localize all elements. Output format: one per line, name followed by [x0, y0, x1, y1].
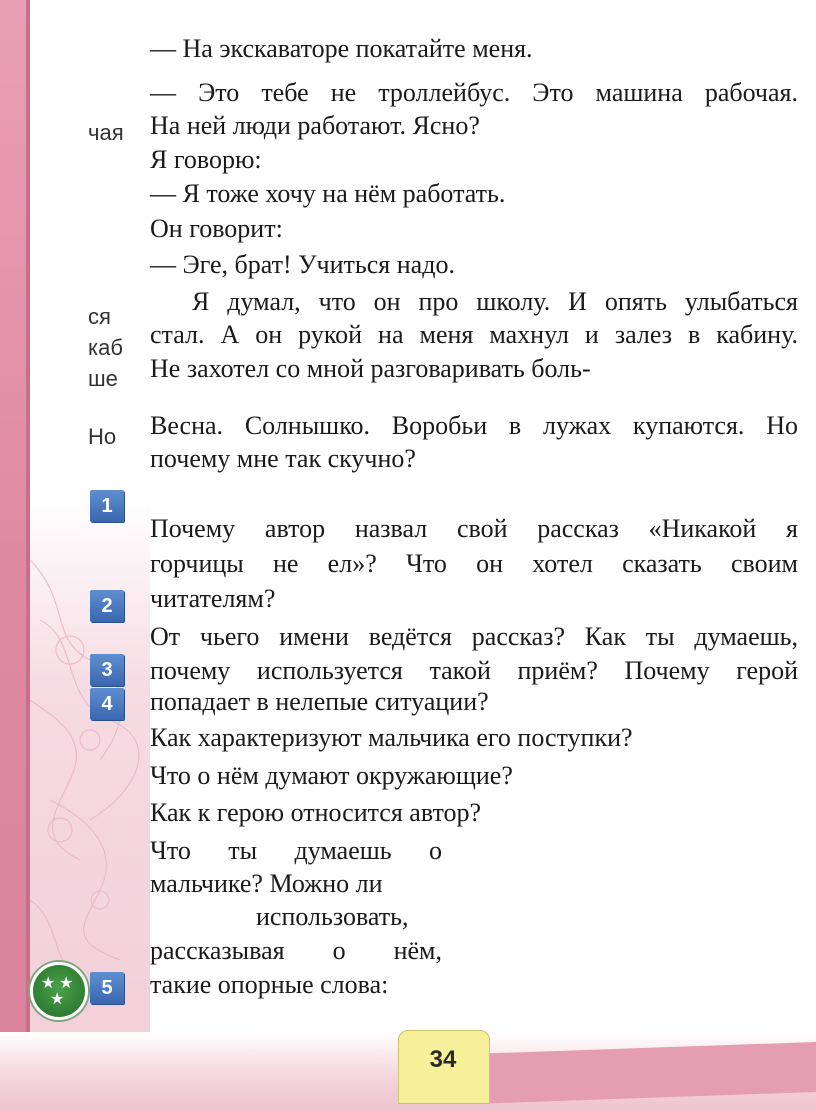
question-badge-5: 5 — [90, 972, 124, 1004]
question-1-line: Почему автор назвал свой рассказ «Никакой я — [150, 514, 798, 543]
star-icon: ★ — [41, 973, 56, 992]
margin-fragment: ше — [88, 366, 118, 391]
dialogue-line: Я говорю: — [150, 145, 262, 174]
spring-line: Весна. Солнышко. Воробьи в лужах купаются. Но — [150, 411, 798, 440]
dialogue-line: — Я тоже хочу на нём работать. — [150, 179, 506, 208]
dialogue-line: На ней люди работают. Ясно? — [150, 111, 480, 140]
paragraph-line: стал. А он рукой на меня махнул и залез в кабину. — [150, 320, 798, 349]
lace-pattern — [30, 0, 150, 1111]
lace-ornament — [30, 0, 150, 1111]
star-icon: ★ — [59, 973, 74, 992]
spring-line: почему мне так скучно? — [150, 444, 416, 473]
question-5-line: мальчике? Можно ли — [150, 869, 383, 898]
stars-badge-icon — [30, 962, 88, 1020]
question-5-line: такие опорные слова: — [150, 970, 389, 999]
margin-fragment: Но — [88, 424, 117, 449]
question-5-line: Что ты думаешь о — [150, 836, 442, 865]
question-2-line: От чьего имени ведётся рассказ? Как ты думаешь, — [150, 622, 798, 651]
question-5-line: рассказывая о нём, — [150, 936, 442, 965]
left-pink-strip — [0, 0, 30, 1111]
question-2-line: попадает в нелепые ситуации? — [150, 687, 489, 716]
dialogue-line: — Эге, брат! Учиться надо. — [150, 250, 455, 279]
margin-fragment: чая — [88, 120, 124, 145]
question-2-line: почему используется такой приём? Почему герой — [150, 656, 798, 685]
dialogue-line: — Это тебе не троллейбус. Это машина рабочая. — [150, 78, 798, 107]
question-3-line: Как характеризуют мальчика его поступки? — [150, 723, 633, 752]
question-badge-4: 4 — [90, 688, 124, 720]
margin-fragment: каб — [88, 335, 123, 360]
question-1-line: горчицы не ел»? Что он хотел сказать своим — [150, 549, 798, 578]
question-badge-3: 3 — [90, 654, 124, 686]
dialogue-line: Он говорит: — [150, 214, 283, 243]
page-number: 34 — [429, 1046, 457, 1073]
question-4-line: Как к герою относится автор? — [150, 798, 482, 827]
dialogue-line: — На экскаваторе покатайте меня. — [150, 34, 533, 63]
margin-fragment: ся — [88, 304, 111, 329]
question-1-line: читателям? — [150, 584, 276, 613]
paragraph-line: Не захотел со мной разговаривать боль- — [150, 354, 591, 383]
question-badge-2: 2 — [90, 590, 124, 622]
question-3-line: Что о нём думают окружающие? — [150, 761, 513, 790]
star-icon: ★ — [50, 989, 65, 1008]
question-5-line: использовать, — [256, 902, 409, 931]
question-badge-1: 1 — [90, 490, 124, 522]
paragraph-line: Я думал, что он про школу. И опять улыбаться — [192, 287, 798, 316]
